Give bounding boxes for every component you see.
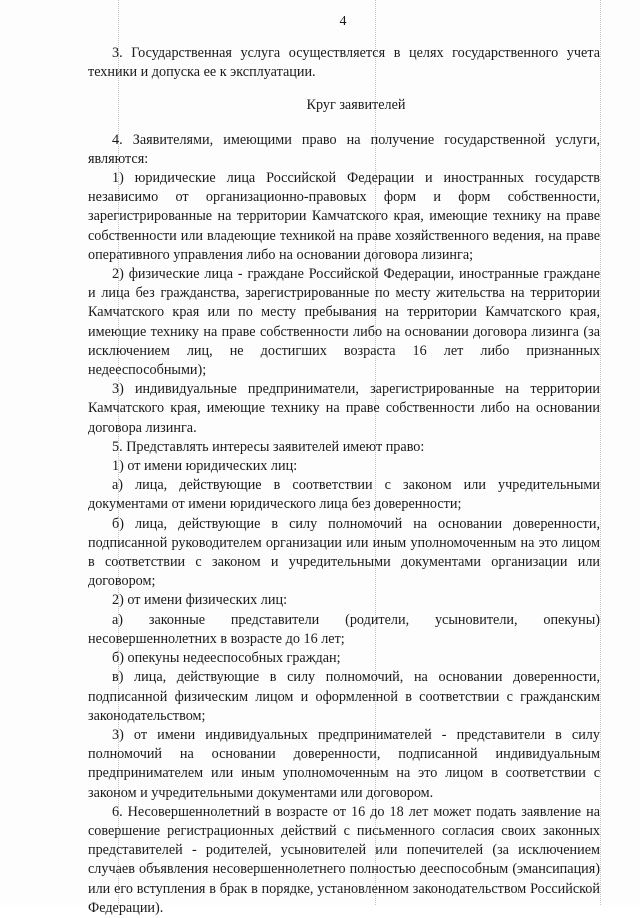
list-item-4-1: 1) юридические лица Российской Федерации и иностранных государств независимо от организационно-правовых форм и форм собственности, зарегистрированные на территории Камчатского края, имеющие технику на праве собственности или владеющие техникой на праве хозяйственного ведения, на праве оперативного управления либо на основании договора лизинга;: [88, 170, 600, 263]
list-item-4-3: 3) индивидуальные предприниматели, зарегистрированные на территории Камчатского края, имеющие технику на праве собственности либо на основании договора лизинга.: [88, 381, 600, 436]
document-body: [88, 44, 600, 918]
section-heading: Круг заявителей: [306, 97, 406, 114]
list-item-5-2: 2) от имени физических лиц:: [112, 592, 288, 609]
list-item-5-2-b: б) опекуны недееспособных граждан;: [112, 650, 341, 667]
list-item-5-1: 1) от имени юридических лиц:: [112, 458, 298, 475]
list-item-5-3: 3) от имени индивидуальных предпринимателей - представители в силу полномочий на основании доверенности, подписанной индивидуальным предпринимателем или иным уполномоченным на это лицом в соответствии с законом и учредительными документами или договором.: [88, 726, 600, 801]
list-item-5-2-a: а) законные представители (родители, усыновители, опекуны) несовершеннолетних в возрасте до 16 лет;: [88, 611, 600, 647]
list-item-5-2-c: в) лица, действующие в силу полномочий, на основании доверенности, подписанной физическим лицом и оформленной в соответствии с гражданским законодательством;: [88, 669, 600, 724]
list-item-5-1-b: б) лица, действующие в силу полномочий на основании доверенности, подписанной руководителем организации или иным уполномоченным на это лицом в соответствии с законом и учредительными документами организации или договором;: [88, 515, 600, 590]
paragraph-6: 6. Несовершеннолетний в возрасте от 16 до 18 лет может подать заявление на совершение регистрационных действий с письменного согласия своих законных представителей - родителей, усыновителей или попечителей (за исключением случаев объявления несовершеннолетнего полностью дееспособным (эмансипация) или его вступления в брак в порядке, установленном законодательством Российской Федерации).: [88, 803, 600, 916]
paragraph-4: 4. Заявителями, имеющими право на получение государственной услуги, являются:: [88, 131, 600, 167]
paragraph-5: 5. Представлять интересы заявителей имеют право:: [112, 438, 425, 455]
list-item-5-1-a: а) лица, действующие в соответствии с законом или учредительными документами от имени юридического лица без доверенности;: [88, 477, 600, 513]
paragraph-3: 3. Государственная услуга осуществляется в целях государственного учета техники и допуска ее к эксплуатации.: [88, 45, 600, 81]
page-number: 4: [339, 14, 347, 29]
scan-artifact-line: [600, 0, 601, 905]
list-item-4-2: 2) физические лица - граждане Российской Федерации, иностранные граждане и лица без гражданства, зарегистрированные по месту жительства на территории Камчатского края или по месту пребывания на территории Камчатского края, имеющие технику на праве собственности либо на основании договора лизинга (за исключением лиц, не достигших возраста 16 лет либо признанных недееспособными);: [88, 266, 600, 379]
